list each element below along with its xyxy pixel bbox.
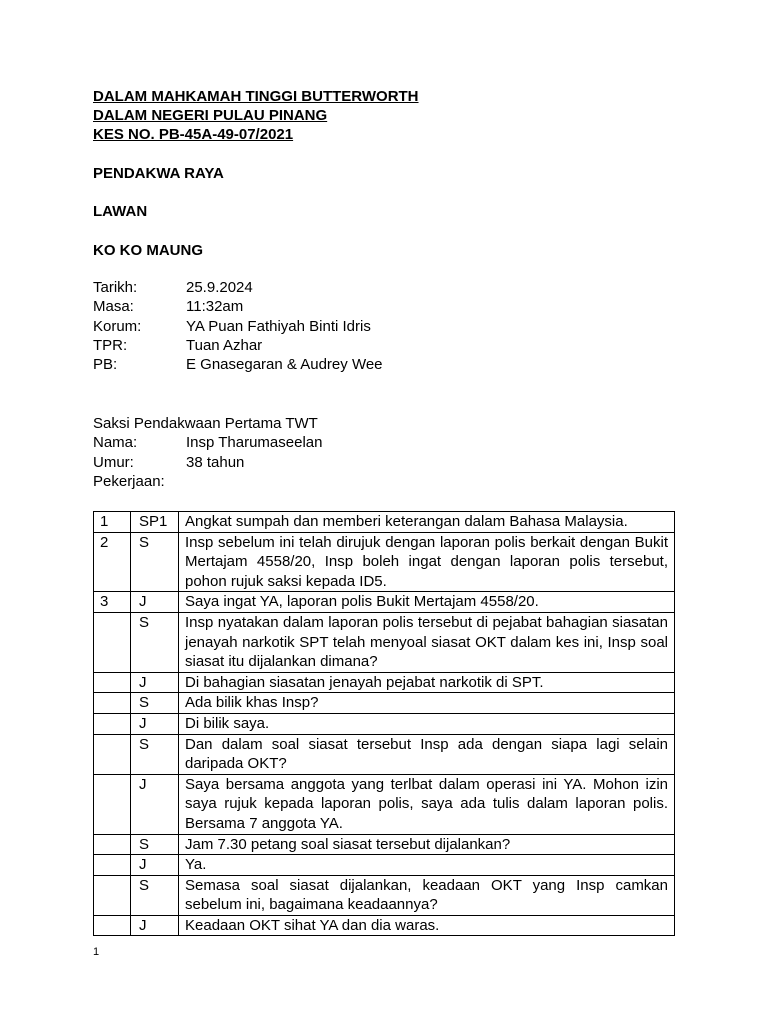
row-speaker: S (131, 734, 179, 774)
table-row (94, 774, 675, 834)
row-speaker: S (131, 693, 179, 714)
witness-value: Insp Tharumaseelan (186, 434, 323, 452)
row-text: Di bahagian siasatan jenayah pejabat narkotik di SPT. (179, 672, 675, 693)
row-speaker: J (131, 713, 179, 734)
row-number (94, 915, 131, 936)
row-speaker: J (131, 774, 179, 834)
session-row (93, 355, 383, 374)
session-label: TPR: (93, 336, 128, 354)
table-row (94, 532, 675, 592)
row-text: Angkat sumpah dan memberi keterangan dalam Bahasa Malaysia. (179, 512, 675, 533)
row-number (94, 875, 131, 915)
session-details (93, 278, 383, 374)
table-row (94, 672, 675, 693)
row-speaker: S (131, 834, 179, 855)
witness-label: Umur: (93, 453, 134, 471)
party-prosecution: PENDAKWA RAYA (93, 165, 224, 182)
row-speaker: J (131, 672, 179, 693)
table-row (94, 834, 675, 855)
row-speaker: J (131, 855, 179, 876)
row-text: Di bilik saya. (179, 713, 675, 734)
session-label: PB: (93, 356, 118, 374)
session-value: 11:32am (186, 298, 244, 316)
session-value: 25.9.2024 (186, 279, 253, 296)
session-value: E Gnasegaran & Audrey Wee (186, 356, 383, 374)
row-number (94, 612, 131, 672)
witness-label: Pekerjaan: (93, 472, 165, 490)
row-number: 3 (94, 592, 131, 613)
session-value: YA Puan Fathiyah Binti Idris (186, 317, 371, 335)
row-speaker: S (131, 532, 179, 592)
row-number (94, 855, 131, 876)
row-speaker: J (131, 592, 179, 613)
row-speaker: SP1 (131, 512, 179, 533)
witness-title: Saksi Pendakwaan Pertama TWT (93, 415, 318, 432)
row-number (94, 834, 131, 855)
table-row (94, 713, 675, 734)
row-speaker: S (131, 875, 179, 915)
row-number: 2 (94, 532, 131, 592)
witness-value: 38 tahun (186, 453, 245, 471)
witness-details (93, 414, 322, 491)
row-text: Ada bilik khas Insp? (179, 693, 675, 714)
row-number (94, 713, 131, 734)
case-number: KES NO. PB-45A-49-07/2021 (93, 126, 294, 143)
witness-row (93, 472, 322, 491)
table-row (94, 734, 675, 774)
versus-label: LAWAN (93, 203, 148, 220)
witness-row (93, 433, 322, 452)
row-text: Insp nyatakan dalam laporan polis tersebut di pejabat bahagian siasatan jenayah narkotik SPT telah menyoal siasat OKT dalam kes ini, Insp soal siasat itu dijalankan dimana? (179, 612, 675, 672)
session-label: Korum: (93, 317, 142, 335)
table-row (94, 693, 675, 714)
row-number: 1 (94, 512, 131, 533)
table-row (94, 875, 675, 915)
session-row (93, 297, 383, 316)
row-speaker: J (131, 915, 179, 936)
row-number (94, 774, 131, 834)
table-row (94, 612, 675, 672)
witness-row (93, 453, 322, 472)
table-row (94, 592, 675, 613)
session-row (93, 278, 383, 297)
row-speaker: S (131, 612, 179, 672)
session-label: Tarikh: (93, 279, 138, 296)
row-number (94, 693, 131, 714)
row-text: Saya ingat YA, laporan polis Bukit Mertajam 4558/20. (179, 592, 675, 613)
table-row (94, 915, 675, 936)
row-text: Jam 7.30 petang soal siasat tersebut dijalankan? (179, 834, 675, 855)
table-row (94, 855, 675, 876)
witness-label: Nama: (93, 434, 138, 452)
row-text: Dan dalam soal siasat tersebut Insp ada dengan siapa lagi selain daripada OKT? (179, 734, 675, 774)
row-text: Keadaan OKT sihat YA dan dia waras. (179, 915, 675, 936)
court-state: DALAM NEGERI PULAU PINANG (93, 107, 328, 124)
session-value: Tuan Azhar (186, 336, 263, 354)
court-name: DALAM MAHKAMAH TINGGI BUTTERWORTH (93, 88, 419, 105)
page-number: 1 (93, 946, 100, 958)
row-text: Ya. (179, 855, 675, 876)
session-row (93, 317, 383, 336)
table-row (94, 512, 675, 533)
session-label: Masa: (93, 298, 134, 316)
row-text: Saya bersama anggota yang terlbat dalam operasi ini YA. Mohon izin saya rujuk kepada laporan polis, saya ada tulis dalam laporan polis. Bersama 7 anggota YA. (179, 774, 675, 834)
row-number (94, 734, 131, 774)
session-row (93, 336, 383, 355)
row-number (94, 672, 131, 693)
row-text: Insp sebelum ini telah dirujuk dengan laporan polis berkait dengan Bukit Mertajam 4558/20, Insp boleh ingat dengan laporan polis tersebut, pohon rujuk saksi kepada ID5. (179, 532, 675, 592)
transcript-table (93, 511, 675, 936)
row-text: Semasa soal siasat dijalankan, keadaan OKT yang Insp camkan sebelum ini, bagaimana keadaannya? (179, 875, 675, 915)
party-accused: KO KO MAUNG (93, 242, 203, 259)
